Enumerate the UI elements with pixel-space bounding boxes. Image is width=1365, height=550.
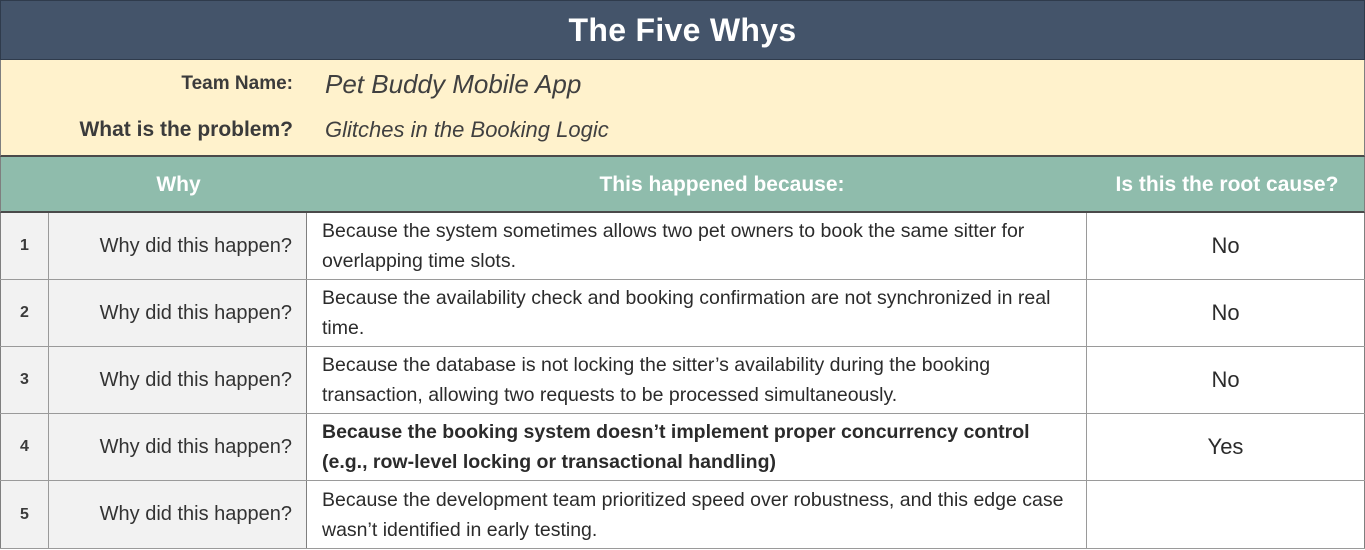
because-answer[interactable]: Because the booking system doesn’t implement proper concurrency control (e.g., row-level locking or transactional handling) [307, 414, 1087, 480]
table-row [0, 481, 1365, 549]
team-name-label: Team Name: [181, 73, 293, 94]
row-number: 4 [0, 414, 48, 480]
problem-label: What is the problem? [79, 118, 293, 141]
root-cause-answer[interactable] [1087, 481, 1365, 548]
why-table-body [0, 213, 1365, 549]
problem-value[interactable]: Glitches in the Booking Logic [325, 117, 609, 142]
why-question: Why did this happen? [48, 414, 307, 480]
table-row [0, 280, 1365, 347]
because-answer[interactable]: Because the system sometimes allows two pet owners to book the same sitter for overlapping time slots. [307, 213, 1087, 279]
team-name-row [1, 60, 1365, 108]
row-number: 1 [0, 213, 48, 279]
why-question: Why did this happen? [48, 481, 307, 548]
because-answer[interactable]: Because the development team prioritized speed over robustness, and this edge case wasn’t identified in early testing. [307, 481, 1087, 548]
root-cause-answer[interactable]: Yes [1087, 414, 1365, 480]
column-header-because: This happened because: [599, 173, 845, 196]
column-header-root-cause: Is this the root cause? [1115, 173, 1339, 196]
why-question: Why did this happen? [48, 280, 307, 346]
table-header [0, 157, 1365, 213]
why-question: Why did this happen? [48, 347, 307, 413]
worksheet-title: The Five Whys [0, 0, 1365, 60]
table-row [0, 213, 1365, 280]
root-cause-answer[interactable]: No [1087, 213, 1365, 279]
root-cause-answer[interactable]: No [1087, 347, 1365, 413]
row-number: 5 [0, 481, 48, 548]
table-row [0, 414, 1365, 481]
problem-row [1, 106, 1365, 154]
why-question: Why did this happen? [48, 213, 307, 279]
problem-info-band [0, 60, 1365, 157]
row-number: 2 [0, 280, 48, 346]
because-answer[interactable]: Because the availability check and booking confirmation are not synchronized in real time. [307, 280, 1087, 346]
root-cause-answer[interactable]: No [1087, 280, 1365, 346]
column-header-why: Why [156, 173, 201, 196]
because-answer[interactable]: Because the database is not locking the sitter’s availability during the booking transaction, allowing two requests to be processed simultaneously. [307, 347, 1087, 413]
row-number: 3 [0, 347, 48, 413]
team-name-value[interactable]: Pet Buddy Mobile App [325, 68, 582, 99]
table-row [0, 347, 1365, 414]
